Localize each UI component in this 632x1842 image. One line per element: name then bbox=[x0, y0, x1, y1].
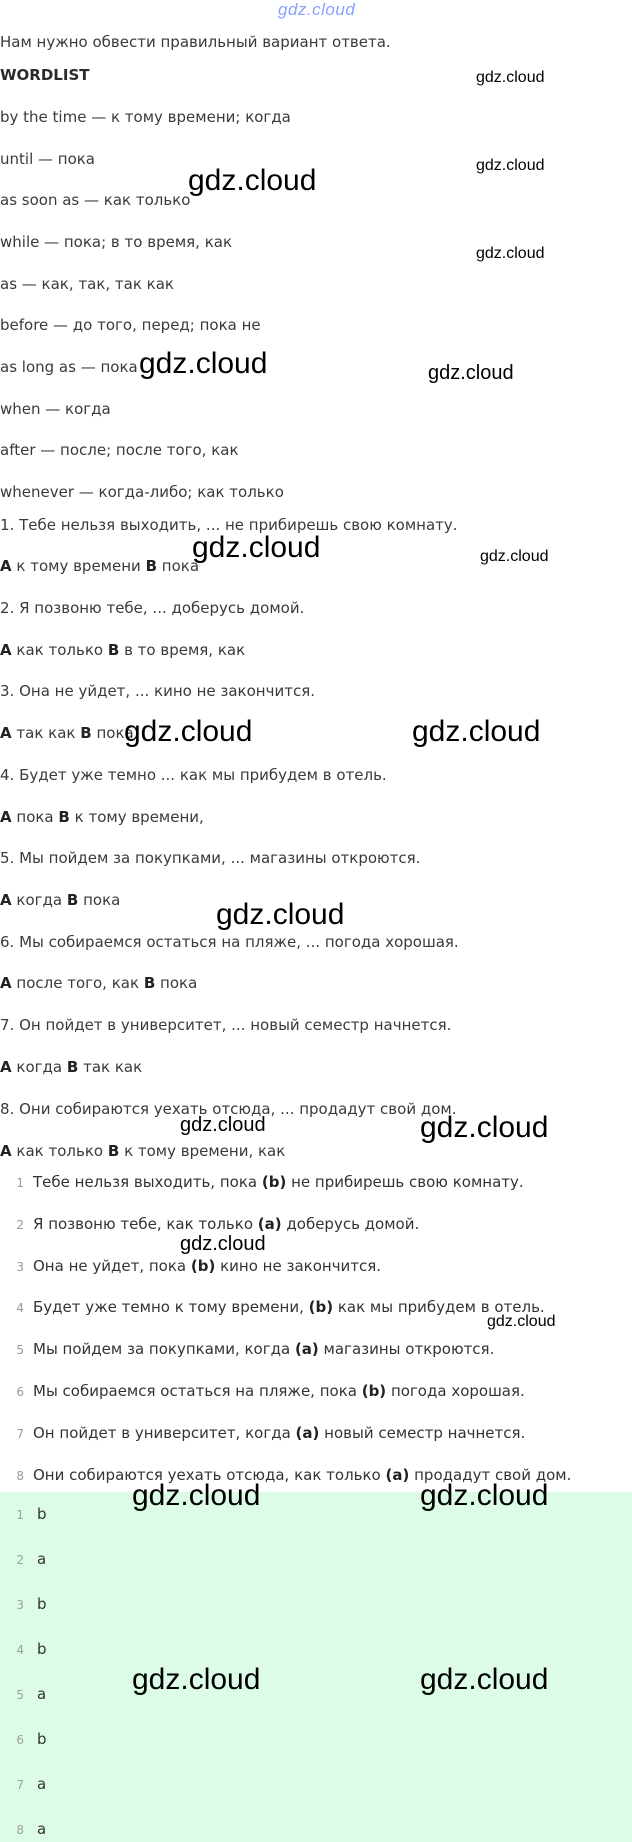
option-a-text: после того, как bbox=[16, 974, 140, 992]
solution-text-before: Мы пойдем за покупками, когда bbox=[33, 1340, 295, 1358]
question-options bbox=[0, 808, 204, 826]
answer-value: a bbox=[37, 1820, 47, 1838]
watermark: gdz.cloud bbox=[412, 715, 541, 748]
option-a-text: пока bbox=[16, 808, 54, 826]
option-a-label: A bbox=[0, 641, 12, 659]
solution-text-after: погода хорошая. bbox=[386, 1382, 525, 1400]
watermark: gdz.cloud bbox=[192, 531, 321, 564]
solution-sentence bbox=[33, 1298, 545, 1316]
solution-number: 4 bbox=[16, 1301, 24, 1315]
watermark: gdz.cloud bbox=[132, 1479, 261, 1512]
watermark: gdz.cloud bbox=[476, 69, 545, 86]
solution-sentence bbox=[33, 1340, 494, 1358]
question-options bbox=[0, 641, 245, 659]
solution-text-before: Мы собираемся остаться на пляже, пока bbox=[33, 1382, 362, 1400]
answer-number: 2 bbox=[16, 1553, 24, 1567]
watermark: gdz.cloud bbox=[188, 164, 317, 197]
solution-number: 3 bbox=[16, 1260, 24, 1274]
watermark: gdz.cloud bbox=[216, 898, 345, 931]
question-text: 2. Я позвоню тебе, ... доберусь домой. bbox=[0, 599, 305, 617]
answer-number: 6 bbox=[16, 1733, 24, 1747]
question-options bbox=[0, 557, 199, 575]
option-a-label: A bbox=[0, 1058, 12, 1076]
solution-text-after: магазины откроются. bbox=[318, 1340, 495, 1358]
question-options bbox=[0, 891, 120, 909]
solution-text-after: доберусь домой. bbox=[281, 1215, 420, 1233]
answer-value: b bbox=[37, 1595, 47, 1613]
solution-mark: (a) bbox=[257, 1215, 282, 1233]
solution-mark: (b) bbox=[361, 1382, 387, 1400]
solution-number: 7 bbox=[16, 1427, 24, 1441]
solution-mark: (a) bbox=[294, 1340, 319, 1358]
answer-number: 5 bbox=[16, 1688, 24, 1702]
watermark: gdz.cloud bbox=[487, 1313, 556, 1330]
answer-value: b bbox=[37, 1505, 47, 1523]
option-b-label: B bbox=[145, 557, 158, 575]
solution-mark: (a) bbox=[295, 1424, 320, 1442]
header-watermark: gdz.cloud bbox=[278, 0, 356, 19]
option-a-label: A bbox=[0, 974, 12, 992]
wordlist-item: while — пока; в то время, как bbox=[0, 233, 233, 251]
question-text: 7. Он пойдет в университет, ... новый семестр начнется. bbox=[0, 1016, 452, 1034]
answer-number: 8 bbox=[16, 1823, 24, 1837]
option-b-text: к тому времени, bbox=[74, 808, 204, 826]
question-text: 4. Будет уже темно ... как мы прибудем в отель. bbox=[0, 766, 387, 784]
option-b-label: B bbox=[143, 974, 156, 992]
option-a-label: A bbox=[0, 808, 12, 826]
solution-text-before: Я позвоню тебе, как только bbox=[33, 1215, 258, 1233]
wordlist-item: after — после; после того, как bbox=[0, 441, 239, 459]
solution-text-before: Они собираются уехать отсюда, как только bbox=[33, 1466, 386, 1484]
solution-text-after: продадут свой дом. bbox=[409, 1466, 572, 1484]
wordlist-item: whenever — когда-либо; как только bbox=[0, 483, 284, 501]
solution-number: 8 bbox=[16, 1469, 24, 1483]
option-a-label: A bbox=[0, 891, 12, 909]
option-a-label: A bbox=[0, 557, 12, 575]
watermark: gdz.cloud bbox=[476, 245, 545, 262]
solution-mark: (b) bbox=[261, 1173, 287, 1191]
answer-number: 4 bbox=[16, 1643, 24, 1657]
option-b-label: B bbox=[66, 891, 79, 909]
wordlist-title: WORDLIST bbox=[0, 66, 90, 84]
option-b-text: пока bbox=[83, 891, 121, 909]
watermark: gdz.cloud bbox=[476, 157, 545, 174]
solution-text-before: Она не уйдет, пока bbox=[33, 1257, 191, 1275]
option-b-text: пока bbox=[161, 557, 200, 575]
question-options bbox=[0, 1142, 285, 1160]
option-a-text: так как bbox=[16, 724, 76, 742]
question-options bbox=[0, 974, 197, 992]
option-b-text: так как bbox=[83, 1058, 143, 1076]
option-b-text: пока bbox=[160, 974, 198, 992]
solution-text-before: Будет уже темно к тому времени, bbox=[33, 1298, 309, 1316]
solution-text-before: Он пойдет в университет, когда bbox=[33, 1424, 296, 1442]
solution-number: 6 bbox=[16, 1385, 24, 1399]
option-a-text: к тому времени bbox=[16, 557, 141, 575]
option-a-text: как только bbox=[16, 641, 104, 659]
watermark: gdz.cloud bbox=[132, 1663, 261, 1696]
solution-text-before: Тебе нельзя выходить, пока bbox=[33, 1173, 262, 1191]
question-text: 6. Мы собираемся остаться на пляже, ... погода хорошая. bbox=[0, 933, 459, 951]
wordlist-item: when — когда bbox=[0, 400, 111, 418]
solution-number: 2 bbox=[16, 1218, 24, 1232]
watermark: gdz.cloud bbox=[420, 1111, 549, 1144]
watermark: gdz.cloud bbox=[428, 362, 514, 384]
question-text: 3. Она не уйдет, ... кино не закончится. bbox=[0, 682, 315, 700]
watermark: gdz.cloud bbox=[180, 1233, 266, 1255]
wordlist-item: before — до того, перед; пока не bbox=[0, 316, 261, 334]
solution-text-after: как мы прибудем в отель. bbox=[333, 1298, 545, 1316]
answer-number: 1 bbox=[16, 1508, 24, 1522]
watermark: gdz.cloud bbox=[124, 715, 253, 748]
solution-text-after: кино не закончится. bbox=[215, 1257, 382, 1275]
solution-text-after: не прибирешь свою комнату. bbox=[286, 1173, 524, 1191]
solution-mark: (b) bbox=[190, 1257, 216, 1275]
solution-number: 5 bbox=[16, 1343, 24, 1357]
answer-value: b bbox=[37, 1640, 47, 1658]
wordlist-item: as long as — пока bbox=[0, 358, 138, 376]
wordlist-item: by the time — к тому времени; когда bbox=[0, 108, 291, 126]
question-text: 8. Они собираются уехать отсюда, ... продадут свой дом. bbox=[0, 1100, 457, 1118]
answer-value: a bbox=[37, 1685, 47, 1703]
option-b-label: B bbox=[107, 641, 120, 659]
option-b-text: к тому времени, как bbox=[124, 1142, 286, 1160]
option-a-text: когда bbox=[16, 891, 63, 909]
watermark: gdz.cloud bbox=[180, 1114, 266, 1136]
answer-value: b bbox=[37, 1730, 47, 1748]
watermark: gdz.cloud bbox=[139, 347, 268, 380]
watermark: gdz.cloud bbox=[480, 548, 549, 565]
solution-sentence bbox=[33, 1424, 525, 1442]
answer-value: a bbox=[37, 1775, 47, 1793]
wordlist-item: until — пока bbox=[0, 150, 96, 168]
option-a-text: как только bbox=[16, 1142, 104, 1160]
answer-number: 7 bbox=[16, 1778, 24, 1792]
solution-mark: (b) bbox=[308, 1298, 334, 1316]
option-a-label: A bbox=[0, 724, 12, 742]
watermark: gdz.cloud bbox=[420, 1663, 549, 1696]
option-b-label: B bbox=[66, 1058, 79, 1076]
option-b-label: B bbox=[58, 808, 70, 826]
watermark: gdz.cloud bbox=[420, 1479, 549, 1512]
solution-sentence bbox=[33, 1173, 524, 1191]
solution-text-after: новый семестр начнется. bbox=[319, 1424, 526, 1442]
option-a-text: когда bbox=[16, 1058, 63, 1076]
option-b-text: в то время, как bbox=[124, 641, 246, 659]
solution-sentence bbox=[33, 1257, 381, 1275]
answer-value: a bbox=[37, 1550, 47, 1568]
solution-sentence bbox=[33, 1215, 419, 1233]
question-text: 5. Мы пойдем за покупками, ... магазины откроются. bbox=[0, 849, 421, 867]
option-b-text: пока bbox=[96, 724, 134, 742]
intro-text: Нам нужно обвести правильный вариант ответа. bbox=[0, 33, 391, 51]
option-b-label: B bbox=[80, 724, 92, 742]
question-options bbox=[0, 724, 134, 742]
option-b-label: B bbox=[107, 1142, 120, 1160]
wordlist-item: as soon as — как только bbox=[0, 191, 191, 209]
answer-number: 3 bbox=[16, 1598, 24, 1612]
option-a-label: A bbox=[0, 1142, 12, 1160]
question-options bbox=[0, 1058, 142, 1076]
solution-mark: (a) bbox=[385, 1466, 410, 1484]
solution-sentence bbox=[33, 1382, 525, 1400]
question-text: 1. Тебе нельзя выходить, ... не прибирешь свою комнату. bbox=[0, 516, 458, 534]
wordlist-item: as — как, так, так как bbox=[0, 275, 174, 293]
solution-number: 1 bbox=[16, 1176, 24, 1190]
